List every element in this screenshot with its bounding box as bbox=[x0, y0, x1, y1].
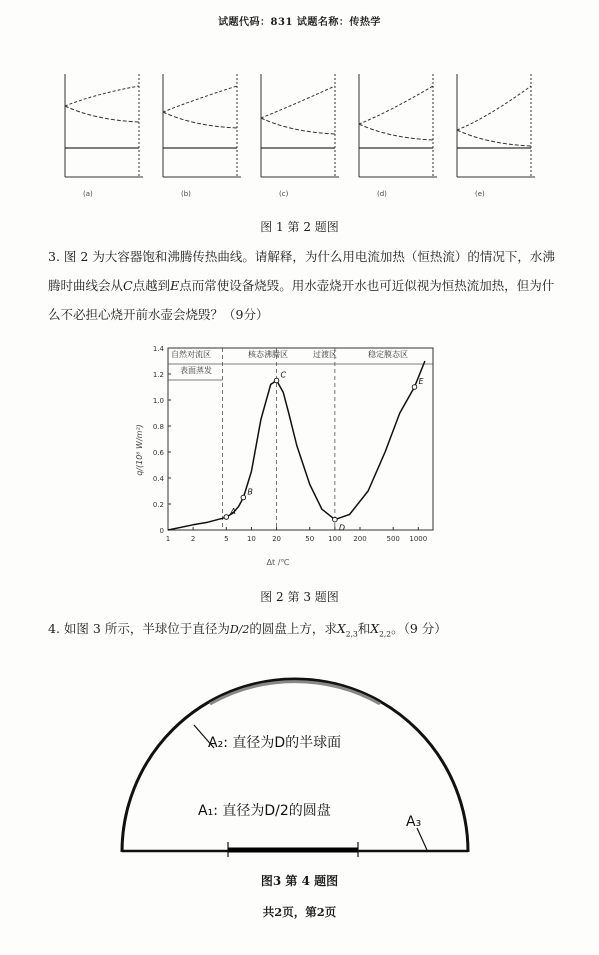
figure-2-point-marker bbox=[241, 495, 246, 500]
figure-2-point-label: A bbox=[230, 507, 236, 516]
question-3-text-a: 图 2 为大容器饱和沸腾传热曲线。请解释，为什么用电流加热（恒热流）的情况下，水沸腾时曲线会从 bbox=[48, 249, 555, 293]
question-3-text-b: 点越到 bbox=[132, 278, 171, 293]
question-4-number: 4. bbox=[48, 621, 60, 636]
hemisphere-arc-highlight bbox=[210, 682, 380, 704]
figure-2-x-tick-label: 2 bbox=[190, 535, 196, 543]
figure-1 bbox=[55, 72, 545, 202]
figure-1-panel-label: (e) bbox=[475, 190, 485, 198]
figure-2-caption: 图 2 第 3 题图 bbox=[260, 590, 339, 604]
figure-1-panel-curve-lower bbox=[65, 106, 139, 122]
figure-2-region-label-transition: 过渡区 bbox=[313, 350, 337, 359]
figure-2-boiling-curve bbox=[128, 340, 463, 575]
question-3-number: 3. bbox=[48, 249, 60, 264]
figure-2-y-tick-label: 0.8 bbox=[152, 423, 164, 431]
x23-subscript: 2,3 bbox=[345, 629, 358, 639]
figure-1-panel-curve-upper bbox=[457, 86, 531, 130]
figure-1-panel-curve-lower bbox=[261, 118, 335, 134]
figure-2-region-label-film: 稳定膜态区 bbox=[368, 350, 408, 359]
question-4-text-b: 的圆盘上方，求 bbox=[249, 621, 337, 636]
figure-1-panel-label: (d) bbox=[377, 190, 387, 198]
figure-1-panel-curve-lower bbox=[457, 130, 531, 146]
figure-2-x-tick-label: 500 bbox=[386, 535, 400, 543]
a3-label: A₃ bbox=[406, 814, 422, 830]
figure-2-x-tick-label: 100 bbox=[328, 535, 342, 543]
fraction-d-over-2: D/2 bbox=[229, 623, 250, 636]
figure-1-panel-curve-upper bbox=[163, 86, 237, 112]
figure-1-panel-curve-lower bbox=[359, 124, 433, 140]
point-c: C bbox=[123, 278, 133, 293]
figure-2-region-label-nucleate: 核态沸腾区 bbox=[248, 350, 288, 359]
figure-2-point-marker bbox=[412, 385, 417, 390]
figure-2-x-tick-label: 200 bbox=[353, 535, 367, 543]
figure-1-panel-curve-upper bbox=[261, 86, 335, 118]
figure-2-x-tick-label: 10 bbox=[246, 535, 256, 543]
figure-2-region-label-natural: 自然对流区 bbox=[171, 350, 211, 359]
figure-2-point-label: B bbox=[247, 487, 253, 497]
x23-symbol: X bbox=[336, 621, 346, 636]
figure-1-panel-curve-upper bbox=[359, 86, 433, 124]
figure-2-point-marker bbox=[274, 378, 279, 383]
figure-2-point-label: E bbox=[418, 377, 424, 386]
and-word: 和 bbox=[357, 621, 371, 636]
figure-2-y-tick-label: 0.4 bbox=[152, 475, 164, 483]
figure-3-caption: 图3 第 4 题图 bbox=[260, 874, 339, 888]
figure-2-y-tick-label: 0.2 bbox=[152, 501, 164, 509]
figure-2-point-marker bbox=[333, 517, 338, 522]
figure-2-x-tick-label: 20 bbox=[272, 535, 282, 543]
x22-subscript: 2,2 bbox=[379, 629, 392, 639]
figure-1-panel-label: (a) bbox=[83, 190, 93, 198]
page-header: 试题代码：831 试题名称：传热学 bbox=[218, 17, 381, 28]
figure-1-panel-label: (c) bbox=[279, 190, 289, 198]
figure-1-panel-curve-lower bbox=[163, 112, 237, 128]
question-4-text-a: 如图 3 所示，半球位于直径为 bbox=[63, 621, 230, 636]
question-4 bbox=[48, 614, 558, 649]
question-3-text-c: 点而常使设备烧毁。用水壶烧开水也可近似视为恒热流加热，但为什么不必担心烧开前水壶会烧毁？（9分） bbox=[48, 278, 555, 322]
figure-2-y-tick-label: 0.6 bbox=[152, 449, 164, 457]
figure-2-y-tick-label: 1.2 bbox=[152, 371, 164, 379]
page-footer: 共2页，第2页 bbox=[262, 905, 337, 919]
figure-3-hemisphere bbox=[110, 670, 480, 860]
figure-2-y-tick-label: 0 bbox=[159, 527, 164, 535]
figure-1-panel-label: (b) bbox=[181, 190, 191, 198]
figure-2-xlabel: Δt /℃ bbox=[266, 558, 290, 567]
x22-symbol: X bbox=[370, 621, 380, 636]
a3-leader bbox=[417, 828, 427, 850]
figure-1-caption: 图 1 第 2 题图 bbox=[260, 220, 339, 234]
a1-label: A₁: 直径为D/2的圆盘 bbox=[198, 803, 331, 819]
question-3 bbox=[48, 242, 558, 329]
a2-label: A₂: 直径为D的半球面 bbox=[208, 735, 342, 751]
figure-2-x-tick-label: 1 bbox=[165, 535, 171, 543]
figure-2-y-tick-label: 1.0 bbox=[152, 397, 164, 405]
figure-2-x-tick-label: 50 bbox=[305, 535, 315, 543]
figure-2-y-tick-label: 1.4 bbox=[152, 345, 164, 353]
figure-2-x-tick-label: 5 bbox=[224, 535, 229, 543]
figure-2-point-marker bbox=[224, 515, 229, 520]
figure-2-boiling-curve-line bbox=[168, 361, 425, 530]
figure-1-panel-curve-upper bbox=[65, 86, 139, 106]
figure-2-plot-frame bbox=[168, 348, 433, 530]
figure-2-point-label: D bbox=[338, 523, 346, 533]
question-4-text-c: 。（9 分） bbox=[391, 621, 447, 636]
point-e: E bbox=[170, 278, 180, 293]
figure-2-point-label: C bbox=[280, 370, 287, 380]
figure-2-x-tick-label: 1000 bbox=[409, 535, 428, 543]
figure-2-ylabel: q/(10⁶ W/m²) bbox=[135, 424, 144, 476]
figure-2-subregion-label: 表面蒸发 bbox=[180, 366, 212, 375]
